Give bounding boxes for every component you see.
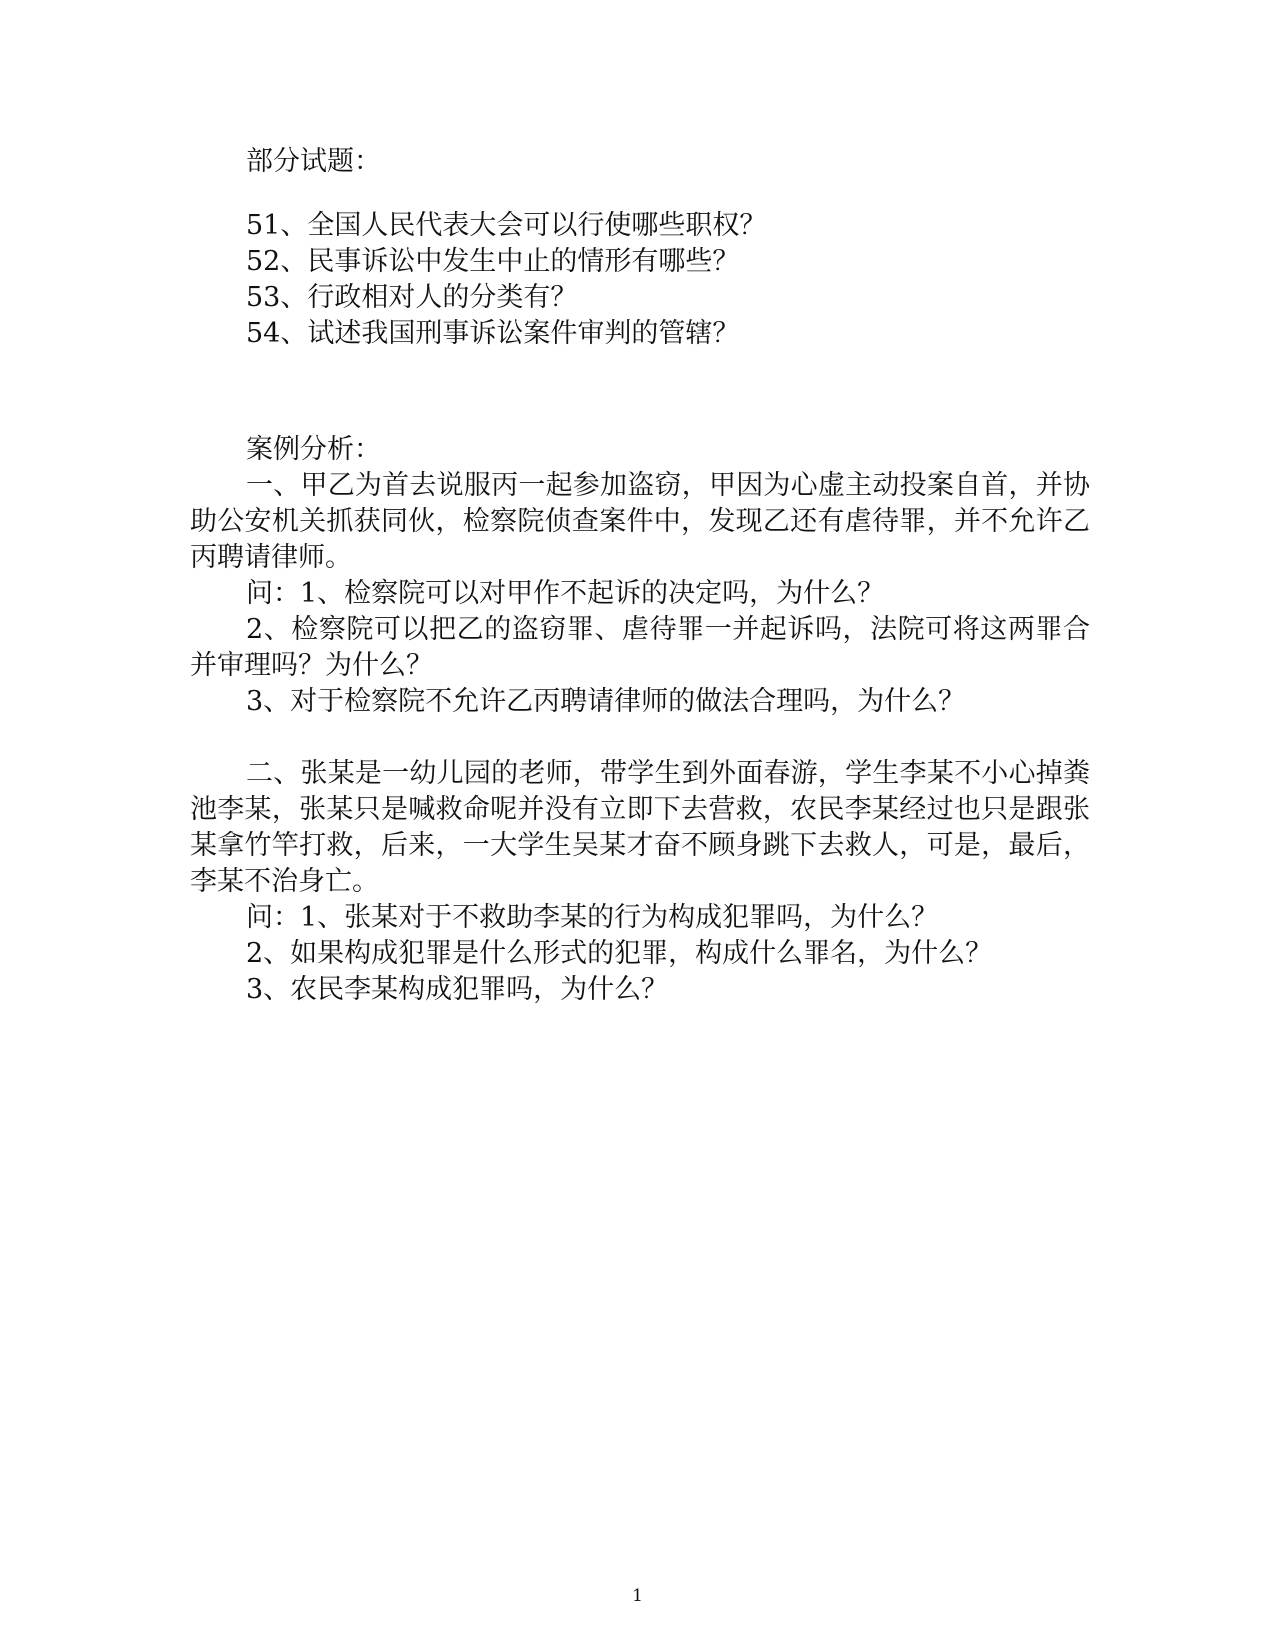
question-item: 54、试述我国刑事诉讼案件审判的管辖？ [246, 318, 740, 349]
page-number: 1 [632, 1586, 643, 1606]
case-2-question-1: 问：1、张某对于不救助李某的行为构成犯罪吗，为什么？ [246, 902, 939, 933]
question-item: 52、民事诉讼中发生中止的情形有哪些？ [246, 246, 740, 277]
cases-heading: 案例分析： [246, 434, 381, 465]
questions-list [190, 208, 1090, 352]
case-1-description: 一、甲乙为首去说服丙一起参加盗窃，甲因为心虚主动投案自首，并协助公安机关抓获同伙，检察院侦查案件中，发现乙还有虐待罪，并不允许乙丙聘请律师。 [190, 470, 1090, 573]
case-2-question-2: 2、如果构成犯罪是什么形式的犯罪，构成什么罪名，为什么？ [246, 938, 993, 969]
case-1-question-2: 2、检察院可以把乙的盗窃罪、虐待罪一并起诉吗，法院可将这两罪合并审理吗？为什么？ [190, 614, 1090, 681]
case-2-description: 二、张某是一幼儿园的老师，带学生到外面春游，学生李某不小心掉粪池李某，张某只是喊救命呢并没有立即下去营救，农民李某经过也只是跟张某拿竹竿打救，后来，一大学生吴某才奋不顾身跳下去救人，可是，最后，李某不治身亡。 [190, 758, 1090, 897]
case-1 [190, 468, 1090, 720]
case-2 [190, 756, 1090, 1008]
questions-heading: 部分试题： [246, 146, 381, 177]
case-1-question-3: 3、对于检察院不允许乙丙聘请律师的做法合理吗，为什么？ [246, 686, 966, 717]
question-item: 51、全国人民代表大会可以行使哪些职权？ [246, 210, 767, 241]
case-2-question-3: 3、农民李某构成犯罪吗，为什么？ [246, 974, 669, 1005]
case-1-question-1: 问：1、检察院可以对甲作不起诉的决定吗，为什么？ [246, 578, 885, 609]
question-item: 53、行政相对人的分类有？ [246, 282, 578, 313]
